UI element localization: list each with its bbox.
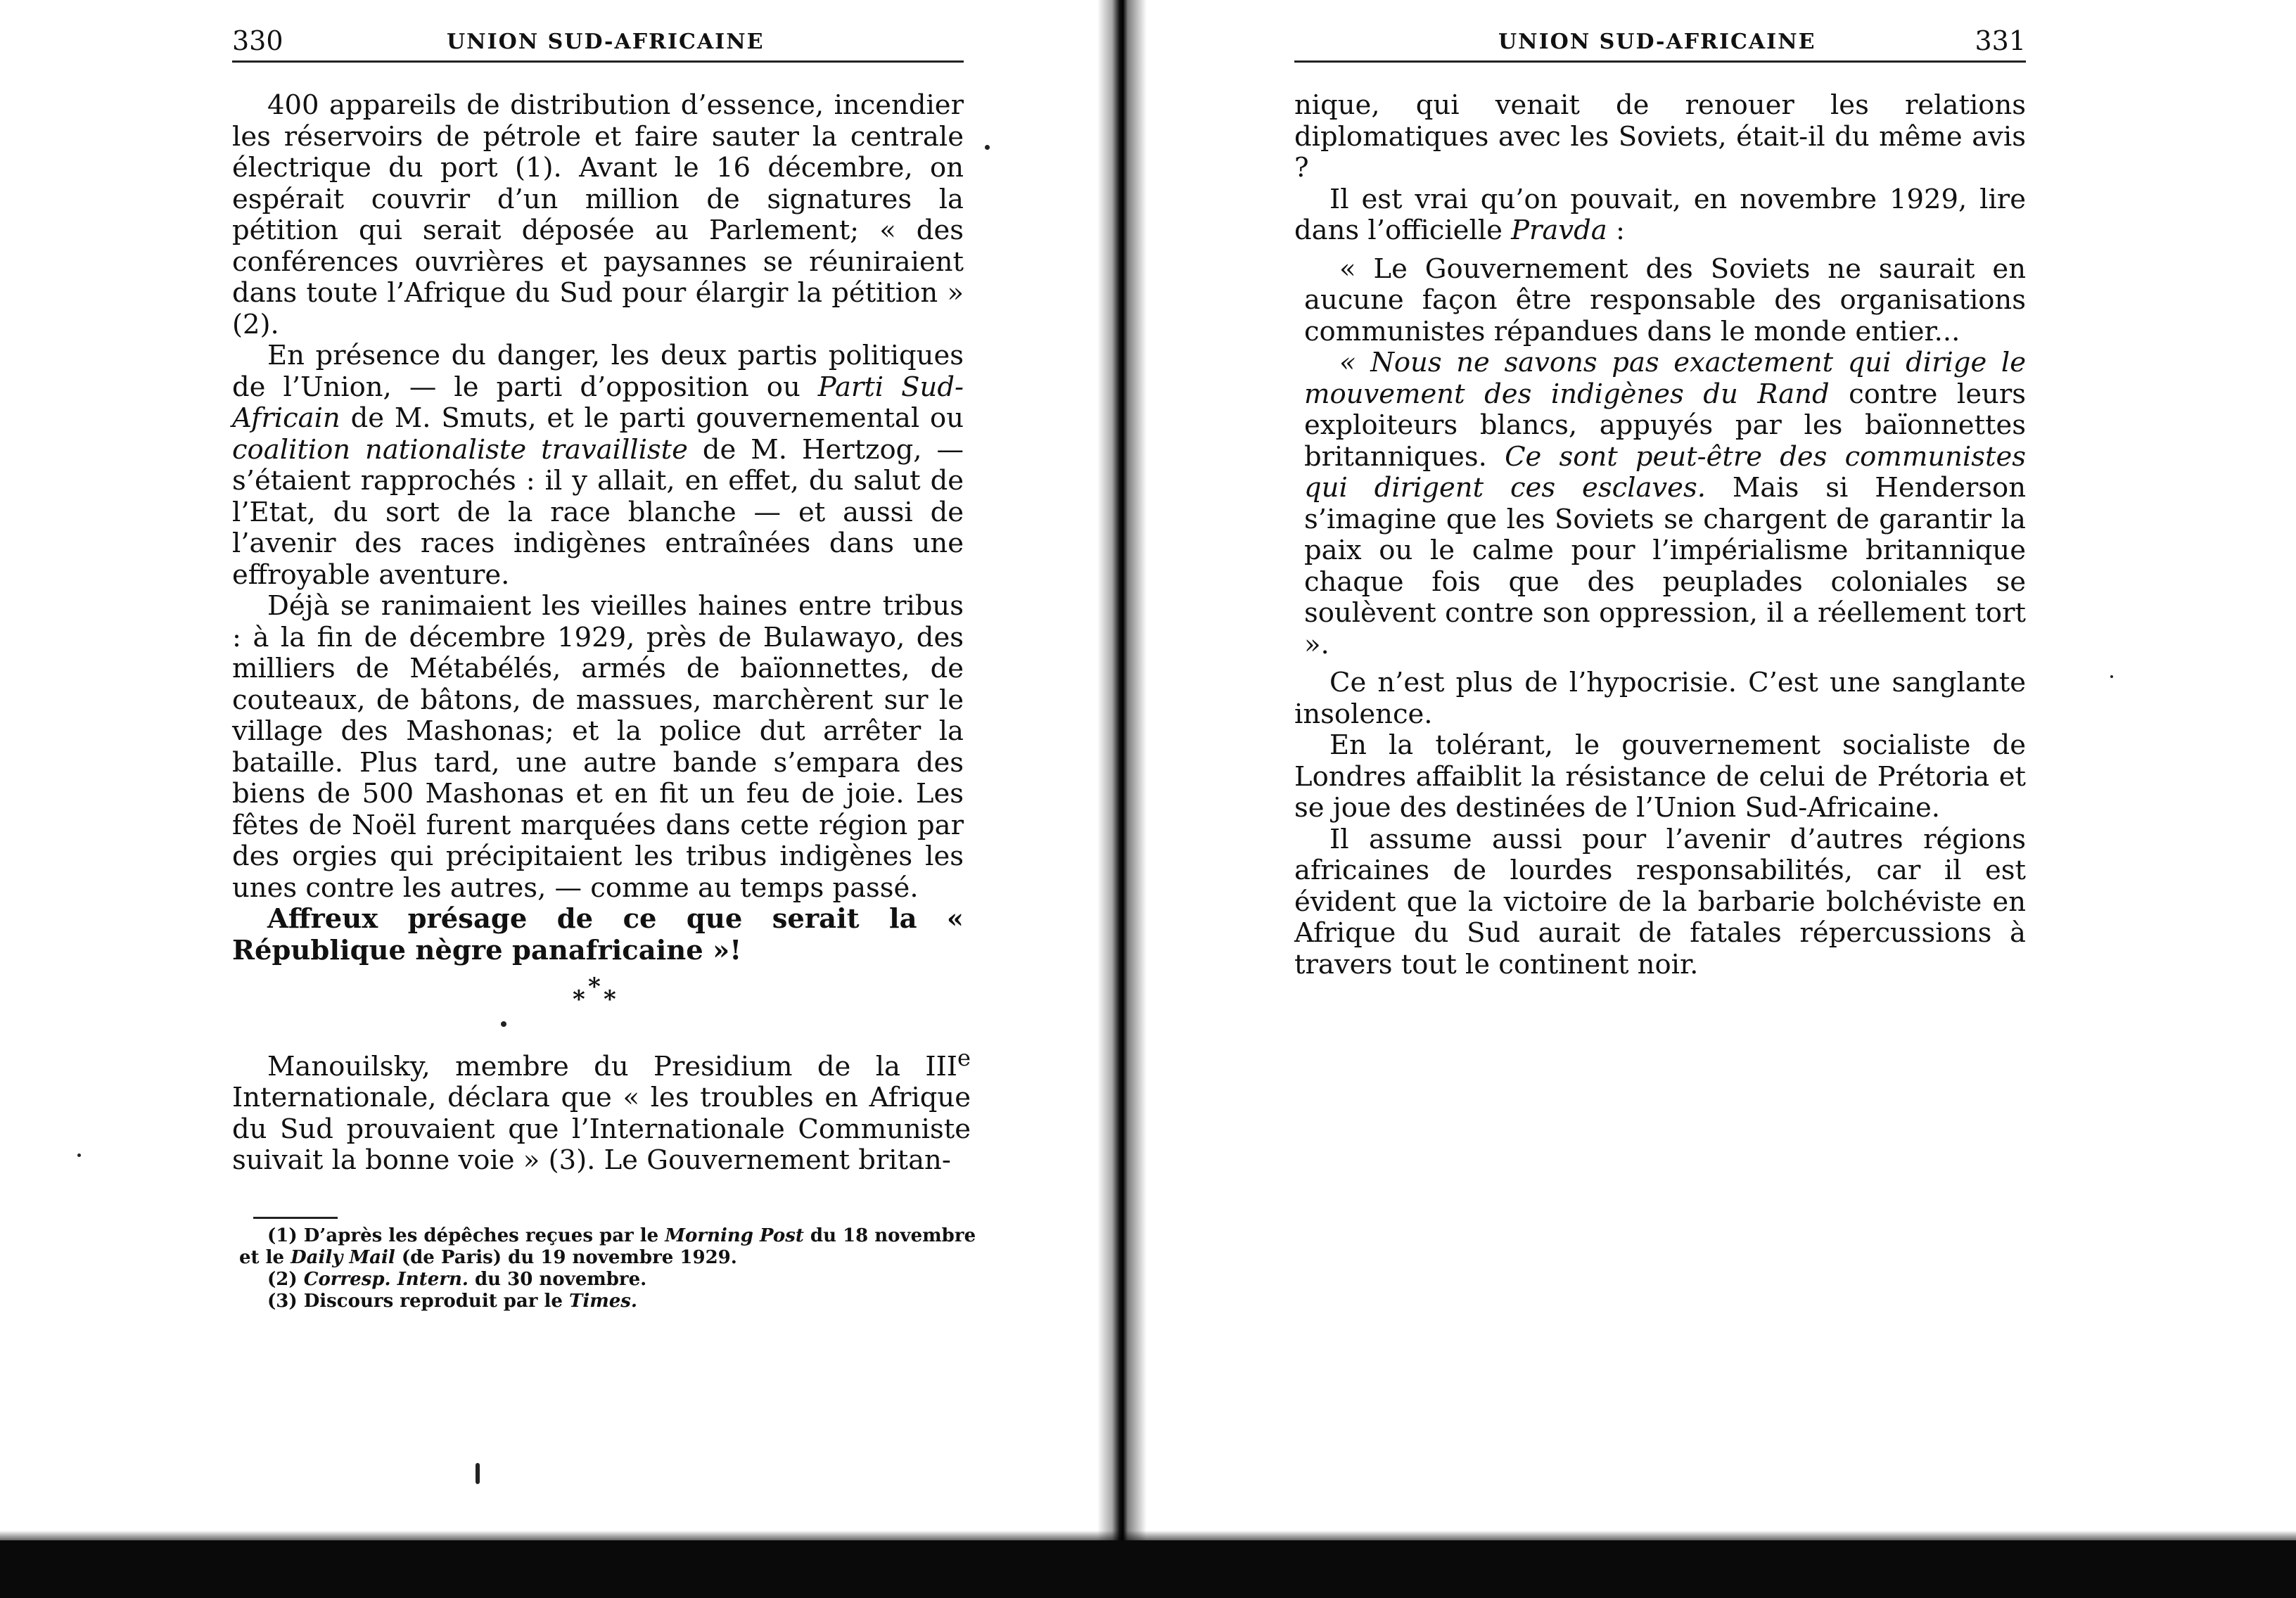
- scan-bottom-edge: [0, 1540, 2296, 1598]
- paragraph: [232, 340, 964, 591]
- left-page: [232, 0, 978, 1540]
- right-page-body: [1294, 90, 2026, 980]
- paragraph: [239, 1269, 985, 1291]
- left-page-body-continued: [232, 1042, 971, 1177]
- text-segment: (de Paris) du 19 novembre 1929.: [395, 1247, 737, 1268]
- text-segment: coalition nationaliste travailliste: [232, 433, 688, 466]
- scan-speck: [501, 1021, 506, 1027]
- text-segment: (3) Discours reproduit par le: [267, 1291, 569, 1312]
- footnotes: [239, 1225, 985, 1312]
- paragraph: [232, 1042, 971, 1177]
- footnote-rule: [253, 1217, 338, 1219]
- text-segment: Déjà se ranimaient les vieilles haines entre tribus : à la fin de décembre 1929, près de Bulawayo, des milliers de Métabélés, armés de baïonnettes, de couteaux, de bâtons, de massues, marchèrent sur le village des Mashonas; et la police dut arrêter la bataille. Plus tard, une autre bande s’empara des biens de 500 Mashonas et en fit un feu de joie. Les fêtes de Noël furent marquées dans cette région par des orgies qui précipitaient les tribus indigènes les unes contre les autres, — comme au temps passé.: [232, 590, 964, 904]
- scan-speck: [2110, 675, 2113, 678]
- text-segment: Corresp. Intern.: [303, 1269, 468, 1290]
- text-segment: de M. Smuts, et le parti gouvernemental ou: [340, 402, 964, 434]
- left-page-body: [232, 90, 964, 966]
- page-number: 331: [1975, 25, 2026, 56]
- running-head-title: UNION SUD-AFRICAINE: [1498, 30, 1816, 54]
- text-segment: Mais si Henderson s’imagine que les Soviets se chargent de garantir la paix ou le calme pour l’impérialisme britannique chaque fois que des peuplades coloniales se soulèvent contre son oppression, il a réellement tort ».: [1304, 472, 2026, 660]
- text-segment: (2): [267, 1269, 304, 1290]
- section-separator: [563, 975, 633, 1017]
- text-segment: Morning Post: [665, 1225, 804, 1246]
- right-page: [1294, 0, 2040, 1540]
- paragraph: [232, 90, 964, 340]
- text-segment: Internationale, déclara que « les troubles en Afrique du Sud prouvaient que l’Internationale Communiste suivait la bonne voie » (3). Le Gouvernement britan-: [232, 1082, 971, 1177]
- separator-asterisk: *: [573, 985, 585, 1014]
- text-segment: de M. Hertzog, — s’étaient rapprochés : il y allait, en effet, du salut de l’Etat, du sort de la race blanche — et aussi de l’avenir des races indigènes entraînées dans une effroyable aventure.: [232, 433, 964, 591]
- paragraph: [239, 1291, 985, 1312]
- text-segment: En la tolérant, le gouvernement socialiste de Londres affaiblit la résistance de celui de Prétoria et se joue des destinées de l’Union Sud-Africaine.: [1294, 729, 2026, 824]
- scan-speck: [77, 1153, 81, 1157]
- paragraph: [1294, 667, 2026, 730]
- paragraph: [1294, 254, 2026, 348]
- text-segment: (1) D’après les dépêches reçues par le: [267, 1225, 665, 1246]
- paragraph: [1294, 347, 2026, 660]
- page-number: 330: [232, 25, 283, 56]
- text-segment: Pravda: [1511, 215, 1607, 246]
- text-segment: Parti Sud-Africain: [232, 371, 964, 434]
- text-segment: « Le Gouvernement des Soviets ne saurait en aucune façon être responsable des organisations communistes répandues dans le monde entier...: [1304, 253, 2026, 347]
- text-segment: :: [1607, 215, 1625, 246]
- paragraph: [239, 1225, 985, 1269]
- paragraph: [1294, 730, 2026, 824]
- text-segment: Ce n’est plus de l’hypocrisie. C’est une sanglante insolence.: [1294, 667, 2026, 730]
- text-segment: Affreux présage de ce que serait la « République nègre panafricaine »!: [232, 903, 964, 966]
- text-segment: 400 appareils de distribution d’essence, incendier les réservoirs de pétrole et faire sauter la centrale électrique du port (1). Avant le 16 décembre, on espérait couvrir d’un million de signatures la pétition qui serait déposée au Parlement; « des conférences ouvrières et paysannes se réuniraient dans toute l’Afrique du Sud pour élargir la pétition » (2).: [232, 89, 964, 340]
- running-head-right: [1294, 18, 2026, 63]
- text-segment: En présence du danger, les deux partis politiques de l’Union, — le parti d’opposition ou: [232, 340, 964, 403]
- separator-asterisk: *: [604, 985, 616, 1014]
- text-segment: Il est vrai qu’on pouvait, en novembre 1929, lire dans l’officielle: [1294, 183, 2026, 246]
- text-segment: Ce sont peut-être des communistes qui dirigent ces esclaves.: [1304, 440, 2026, 504]
- text-segment: Il assume aussi pour l’avenir d’autres régions africaines de lourdes responsabilités, car il est évident que la victoire de la barbarie bolchéviste en Afrique du Sud aurait de fatales répercussions à travers tout le continent noir.: [1294, 823, 2026, 980]
- paragraph: [232, 591, 964, 904]
- running-head-title: UNION SUD-AFRICAINE: [447, 30, 765, 54]
- text-segment: Times.: [569, 1291, 637, 1312]
- paragraph: [1294, 90, 2026, 184]
- text-segment: Daily Mail: [291, 1247, 395, 1268]
- text-segment: Manouilsky, membre du Presidium de la III: [267, 1050, 958, 1082]
- text-segment: « Nous ne savons pas exactement qui dirige le mouvement des indigènes du Rand: [1304, 347, 2026, 410]
- text-segment: nique, qui venait de renouer les relations diplomatiques avec les Soviets, était-il du même avis ?: [1294, 89, 2026, 184]
- paragraph: [232, 904, 964, 966]
- paragraph: [1294, 824, 2026, 981]
- text-segment: du 18 novembre et le: [239, 1225, 976, 1268]
- paragraph: [1294, 184, 2026, 247]
- scan-speck: [476, 1463, 480, 1484]
- text-segment: contre leurs exploiteurs blancs, appuyés par les baïonnettes britanniques.: [1304, 378, 2026, 473]
- text-segment: du 30 novembre.: [468, 1269, 647, 1290]
- scan-speck: [985, 145, 990, 150]
- book-gutter-shadow: [1097, 0, 1147, 1598]
- running-head-left: [232, 18, 964, 63]
- separator-asterisk: *: [588, 973, 601, 1001]
- text-segment: e: [957, 1044, 971, 1071]
